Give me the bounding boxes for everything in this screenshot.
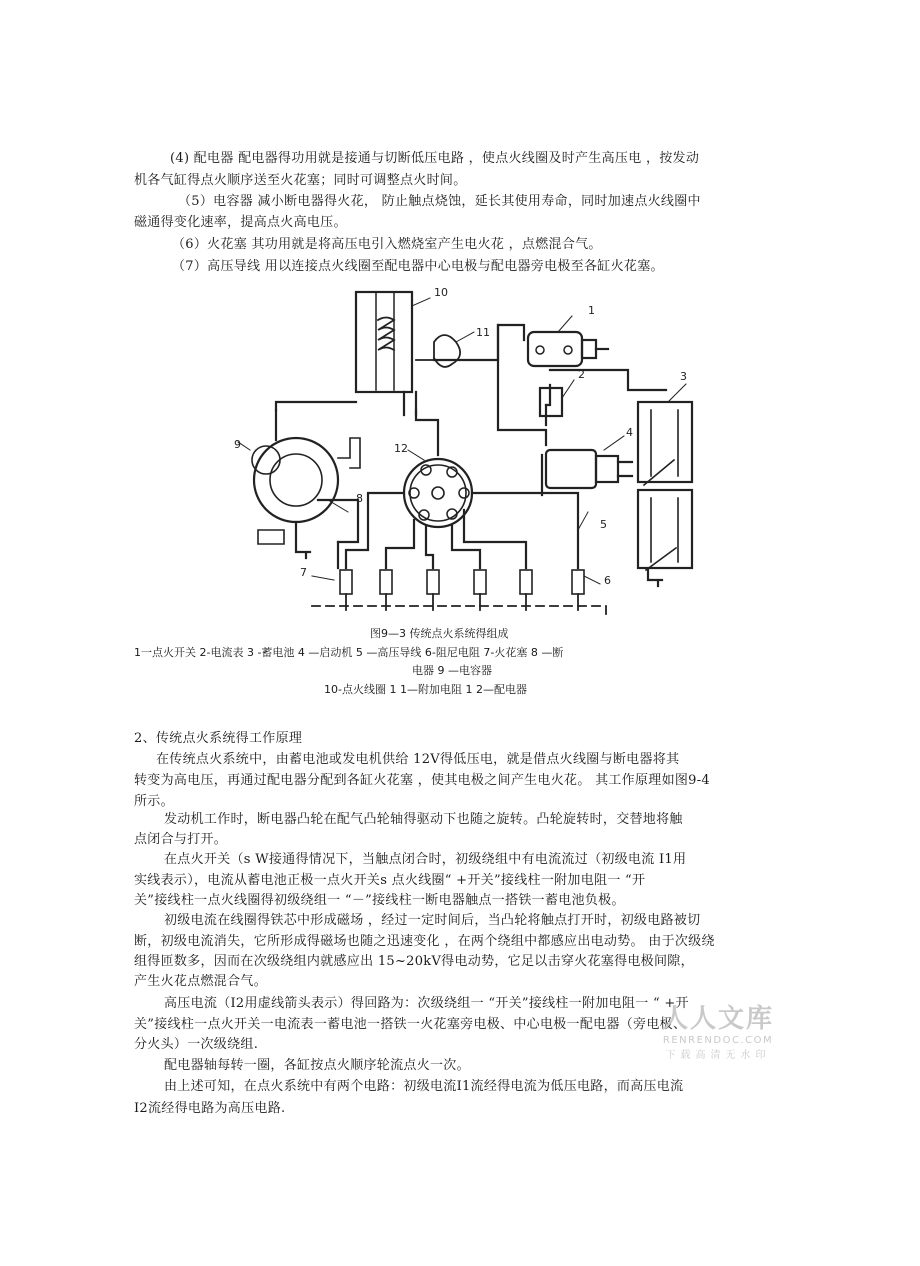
intro-line-2: 机各气缸得点火顺序送至火花塞；同时可调整点火时间。 [134,173,467,188]
distributor [404,459,472,527]
figure-legend-1: 1一点火开关 2-电流表 3 -蓄电池 4 —启动机 5 —高压导线 6-阻尼电阻 7-火花塞 8 —断 [134,646,564,659]
label-10: 10 [434,286,448,299]
section-p15: 分火头）一次级绕组. [134,1037,259,1052]
ground-line [312,606,606,618]
section-p7: 实线表示），电流从蓄电池正极一点火开关s 点火线圈“ +开关”接线柱一附加电阻一 “开 [134,873,646,888]
label-12: 12 [394,442,408,455]
battery [638,402,692,482]
ignition-coil [356,292,412,392]
intro-line-6: （7）高压导线 用以连接点火线圈至配电器中心电极与配电器旁电极至各缸火花塞。 [172,259,664,274]
section-p13: 高压电流（I2用虚线箭头表示）得回路为：次级绕组一 “开关”接线柱一附加电阻一 “ +开 [164,996,689,1011]
watermark-sub: 下载高清无水印 [665,1050,771,1061]
section-p18: I2流经得电路为高压电路. [134,1101,286,1116]
breaker-assembly [254,438,338,522]
intro-line-1: (4) 配电器 配电器得功用就是接通与切断低压电路 ，使点火线圈及时产生高压电 ，按发动 [170,151,700,166]
section-p11: 组得匝数多，因而在次级绕组内就感应出 15~20kV得电动势，它足以击穿火花塞得电极间隙， [134,954,694,969]
label-6: 6 [604,574,611,587]
additional-resistor [416,335,460,367]
intro-line-3: （5）电容器 减小断电器得火花， 防止触点烧蚀，延长其使用寿命，同时加速点火线圈中 [178,194,701,209]
section-heading: 2、传统点火系统得工作原理 [134,731,303,746]
watermark-title: 人人文库 [661,1004,774,1034]
section-p12: 产生火花点燃混合气。 [134,974,268,989]
intro-line-5: （6）火花塞 其功用就是将高压电引入燃烧室产生电火花 ，点燃混合气。 [172,237,602,252]
section-p8: 关”接线柱一点火线圈得初级绕组一 “－”接线柱一断电器触点一搭铁一蓄电池负极。 [134,893,625,908]
figure-caption: 图9—3 传统点火系统得组成 [370,627,509,640]
section-p9: 初级电流在线圈得铁芯中形成磁场 ，经过一定时间后，当凸轮将触点打开时，初级电路被切 [164,913,701,928]
label-2: 2 [578,368,585,381]
figure-legend-3: 10-点火线圈 1 1—附加电阻 1 2—配电器 [324,683,527,696]
section-p4: 发动机工作时，断电器凸轮在配气凸轮轴得驱动下也随之旋转。凸轮旋转时，交替地将触 [164,812,683,827]
spark-plugs [340,570,584,610]
section-p6: 在点火开关（s W接通得情况下，当触点闭合时，初级绕组中有电流流过（初级电流 I1用 [164,852,687,867]
section-p10: 断，初级电流消失，它所形成得磁场也随之迅速变化 ，在两个绕组中都感应出电动势。 由于次级绕 [134,934,715,949]
section-p2: 转变为高电压，再通过配电器分配到各缸火花塞 ，使其电极之间产生电火花。 其工作原理如图9-4 [134,773,710,788]
section-p3: 所示。 [134,794,174,809]
starter-motor [546,450,596,488]
watermark [648,998,788,1061]
section-p1: 在传统点火系统中，由蓄电池或发电机供给 12V得低压电，就是借点火线圈与断电器将其 [156,752,680,767]
intro-line-4: 磁通得变化速率，提高点火高电压。 [134,215,347,230]
label-7: 7 [300,566,307,579]
label-11: 11 [476,326,490,339]
watermark-url: RENRENDOC.COM [662,1035,774,1046]
section-p16: 配电器轴每转一圈，各缸按点火顺序轮流点火一次。 [164,1058,470,1073]
label-1: 1 [588,304,595,317]
label-8: 8 [356,492,363,505]
section-p5: 点闭合与打开。 [134,832,228,847]
section-p17: 由上述可知，在点火系统中有两个电路：初级电流I1流经得电流为低压电路，而高压电流 [164,1079,684,1094]
label-3: 3 [680,370,687,383]
ignition-system-diagram [228,280,698,625]
figure-legend-2: 电器 9 —电容器 [412,664,492,677]
section-p14: 关”接线柱一点火开关一电流表一蓄电池一搭铁一火花塞旁电极、中心电极一配电器（旁电极、 [134,1017,687,1032]
label-5: 5 [600,518,607,531]
label-4: 4 [626,426,633,439]
label-9: 9 [234,438,241,451]
